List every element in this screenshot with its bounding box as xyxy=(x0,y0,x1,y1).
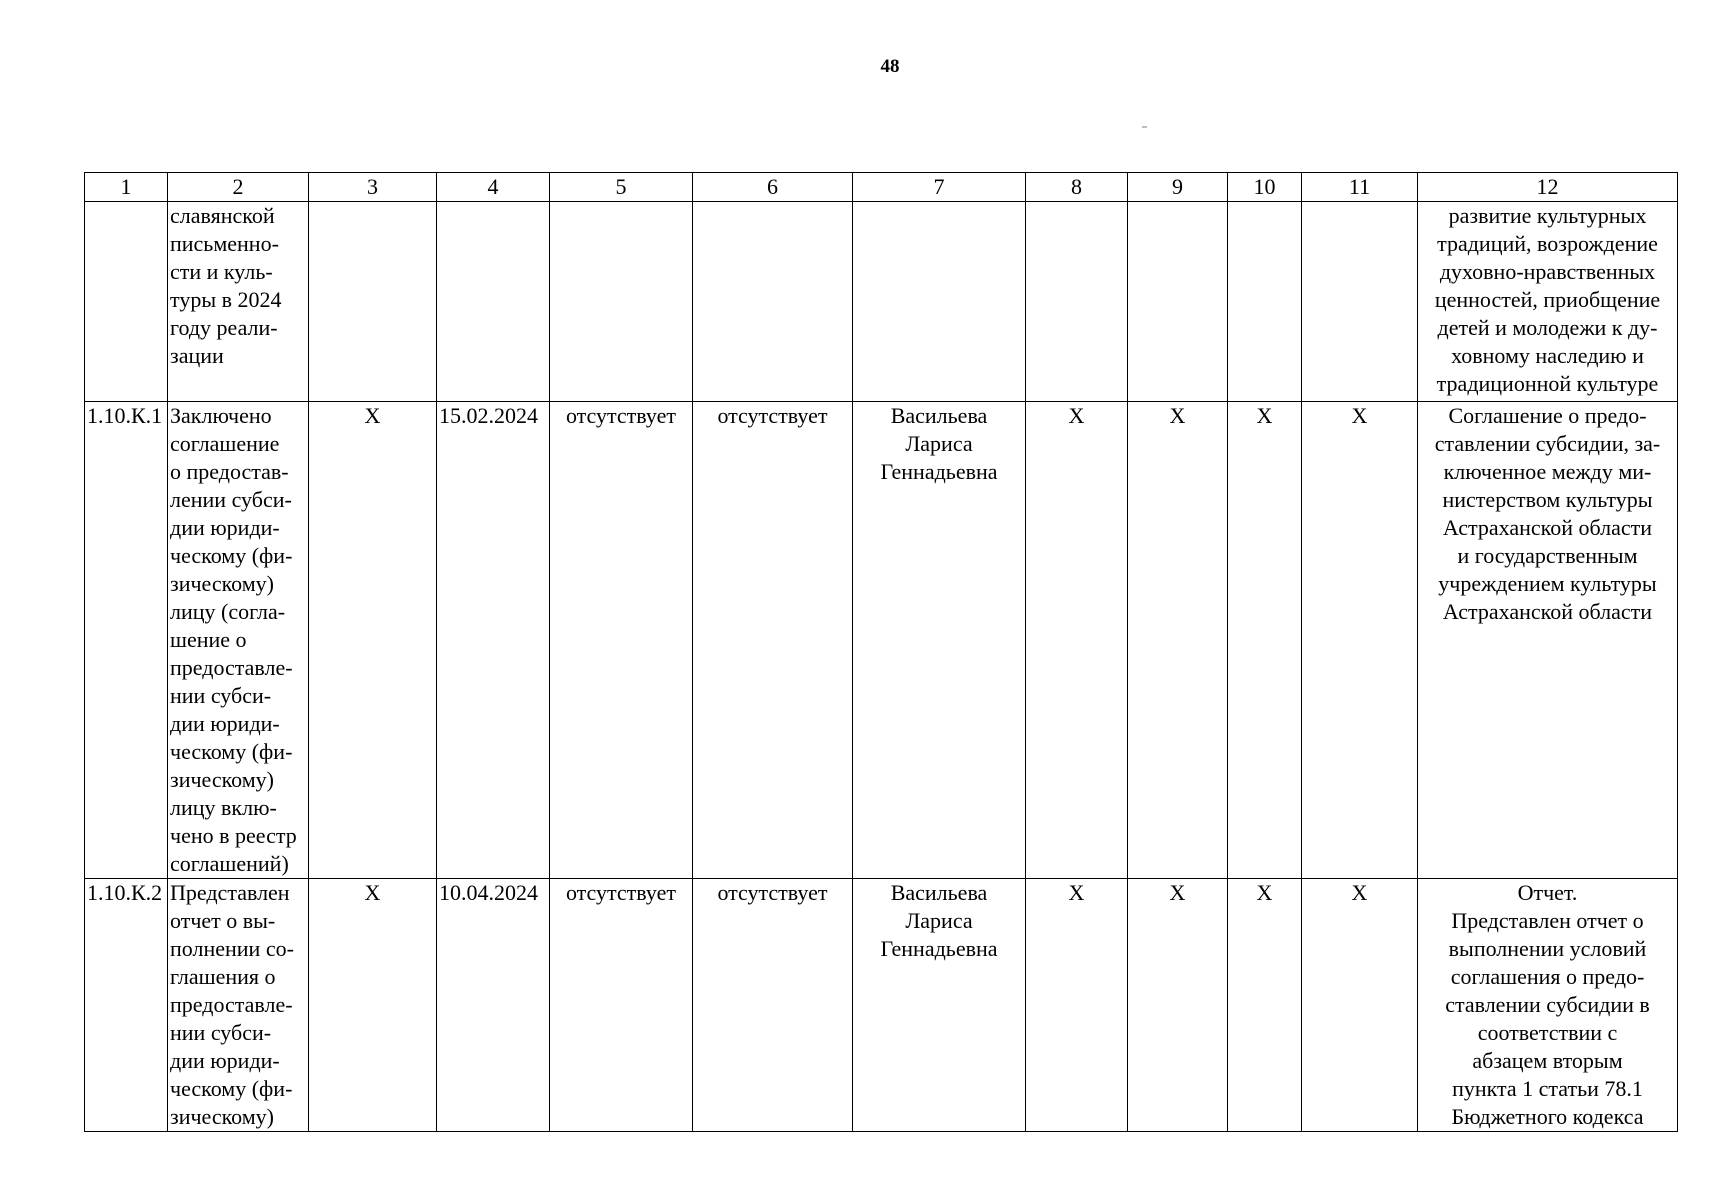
cell-col6 xyxy=(693,202,853,402)
cell-col10 xyxy=(1228,202,1302,402)
data-table xyxy=(84,172,1678,1132)
cell-col3 xyxy=(309,202,437,402)
cell-col5 xyxy=(550,202,693,402)
cell-code: 1.10.К.2 xyxy=(85,879,168,1132)
cell-col9: X xyxy=(1128,402,1228,879)
table-row xyxy=(85,879,1678,1132)
column-header: 10 xyxy=(1228,173,1302,202)
cell-col11: X xyxy=(1302,402,1418,879)
cell-date xyxy=(437,202,550,402)
table-row xyxy=(85,202,1678,402)
cell-col8: X xyxy=(1026,879,1128,1132)
column-header: 8 xyxy=(1026,173,1128,202)
cell-date: 15.02.2024 xyxy=(437,402,550,879)
column-number-row xyxy=(85,173,1678,202)
cell-col5: отсутствует xyxy=(550,879,693,1132)
cell-col3: X xyxy=(309,879,437,1132)
cell-date: 10.04.2024 xyxy=(437,879,550,1132)
column-header: 12 xyxy=(1418,173,1678,202)
column-header: 9 xyxy=(1128,173,1228,202)
column-header: 3 xyxy=(309,173,437,202)
cell-event-name: Представлен отчет о вы- полнении со- глашения о предоставле- нии субси- дии юриди- ческому (фи- зическому) xyxy=(168,879,309,1132)
cell-code: 1.10.К.1 xyxy=(85,402,168,879)
column-header: 7 xyxy=(853,173,1026,202)
cell-col5: отсутствует xyxy=(550,402,693,879)
cell-responsible: Васильева Лариса Геннадьевна xyxy=(853,402,1026,879)
cell-event-name: славянской письменно- сти и куль- туры в 2024 году реали- зации xyxy=(168,202,309,402)
cell-result: Соглашение о предо- ставлении субсидии, за- ключенное между ми- нистерством культуры Астраханской области и государственным учреждением культуры Астраханской области xyxy=(1418,402,1678,879)
column-header: 2 xyxy=(168,173,309,202)
column-header: 5 xyxy=(550,173,693,202)
column-header: 1 xyxy=(85,173,168,202)
cell-col3: X xyxy=(309,402,437,879)
cell-col10: X xyxy=(1228,402,1302,879)
cell-col10: X xyxy=(1228,879,1302,1132)
column-header: 6 xyxy=(693,173,853,202)
cell-col9: X xyxy=(1128,879,1228,1132)
column-header: 11 xyxy=(1302,173,1418,202)
cell-col6: отсутствует xyxy=(693,879,853,1132)
cell-col9 xyxy=(1128,202,1228,402)
cell-responsible: Васильева Лариса Геннадьевна xyxy=(853,879,1026,1132)
column-header: 4 xyxy=(437,173,550,202)
cell-result: Отчет. Представлен отчет о выполнении условий соглашения о предо- ставлении субсидии в соответствии с абзацем вторым пункта 1 статьи 78.1 Бюджетного кодекса xyxy=(1418,879,1678,1132)
scan-artifact xyxy=(1142,126,1147,128)
cell-col6: отсутствует xyxy=(693,402,853,879)
cell-event-name: Заключено соглашение о предостав- лении субси- дии юриди- ческому (фи- зическому) лицу (согла- шение о предоставле- нии субси- дии юриди- ческому (фи- зическому) лицу вклю- чено в реестр соглашений) xyxy=(168,402,309,879)
cell-result: развитие культурных традиций, возрождение духовно-нравственных ценностей, приобщение детей и молодежи к ду- ховному наследию и традиционной культуре xyxy=(1418,202,1678,402)
table-row xyxy=(85,402,1678,879)
cell-col11 xyxy=(1302,202,1418,402)
cell-responsible xyxy=(853,202,1026,402)
cell-col8: X xyxy=(1026,402,1128,879)
cell-col8 xyxy=(1026,202,1128,402)
cell-code xyxy=(85,202,168,402)
cell-col11: X xyxy=(1302,879,1418,1132)
page-number: 48 xyxy=(880,56,900,77)
